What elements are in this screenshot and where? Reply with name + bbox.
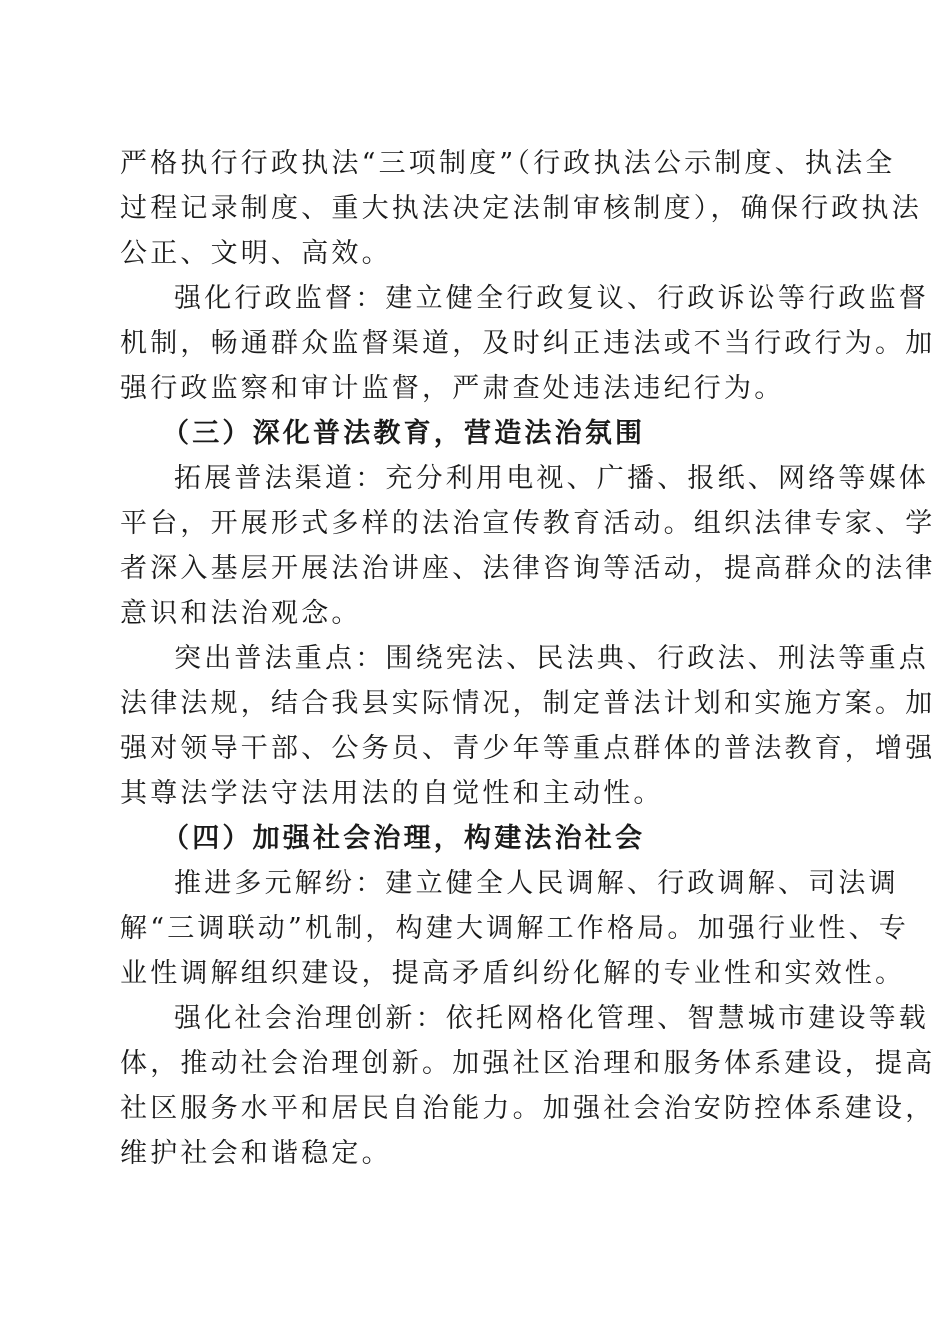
text-line: 机制，畅通群众监督渠道，及时纠正违法或不当行政行为。加 [120, 328, 936, 359]
text-line: 其尊法学法守法用法的自觉性和主动性。 [120, 778, 664, 809]
text-line: 过程记录制度、重大执法决定法制审核制度），确保行政执法 [120, 193, 922, 224]
paragraph-governance-innovation [120, 996, 936, 1176]
paragraph-administrative-supervision [120, 276, 936, 411]
paragraph-dispute-resolution [120, 861, 910, 996]
heading-text: （四）加强社会治理，构建法治社会 [162, 823, 646, 854]
section-heading-3 [120, 411, 830, 456]
text-line: 平台，开展形式多样的法治宣传教育活动。组织法律专家、学 [120, 508, 936, 539]
text-line: 推进多元解纷：建立健全人民调解、行政调解、司法调 [174, 868, 899, 899]
text-line: 强化行政监督：建立健全行政复议、行政诉讼等行政监督 [174, 283, 929, 314]
text-line: 者深入基层开展法治讲座、法律咨询等活动，提高群众的法律 [120, 553, 936, 584]
text-line: 法律法规，结合我县实际情况，制定普法计划和实施方案。加 [120, 688, 936, 719]
text-line: 强化社会治理创新：依托网格化管理、智慧城市建设等载 [174, 1003, 929, 1034]
paragraph-continuation [120, 141, 922, 276]
text-line: 严格执行行政执法“三项制度”（行政执法公示制度、执法全 [120, 148, 896, 179]
text-line: 强对领导干部、公务员、青少年等重点群体的普法教育，增强 [120, 733, 936, 764]
text-line: 突出普法重点：围绕宪法、民法典、行政法、刑法等重点 [174, 643, 929, 674]
paragraph-legal-channels [120, 456, 936, 636]
document-body [120, 141, 936, 1176]
text-line: 体，推动社会治理创新。加强社区治理和服务体系建设，提高 [120, 1048, 936, 1079]
text-line: 拓展普法渠道：充分利用电视、广播、报纸、网络等媒体 [174, 463, 929, 494]
text-line: 解“三调联动”机制，构建大调解工作格局。加强行业性、专 [120, 913, 910, 944]
heading-text: （三）深化普法教育，营造法治氛围 [162, 418, 646, 449]
section-heading-4 [120, 816, 830, 861]
text-line: 维护社会和谐稳定。 [120, 1138, 392, 1169]
text-line: 社区服务水平和居民自治能力。加强社会治安防控体系建设， [120, 1093, 936, 1124]
text-line: 公正、文明、高效。 [120, 238, 392, 269]
paragraph-legal-focus [120, 636, 936, 816]
text-line: 业性调解组织建设，提高矛盾纠纷化解的专业性和实效性。 [120, 958, 906, 989]
text-line: 意识和法治观念。 [120, 598, 362, 629]
text-line: 强行政监察和审计监督，严肃查处违法违纪行为。 [120, 373, 785, 404]
